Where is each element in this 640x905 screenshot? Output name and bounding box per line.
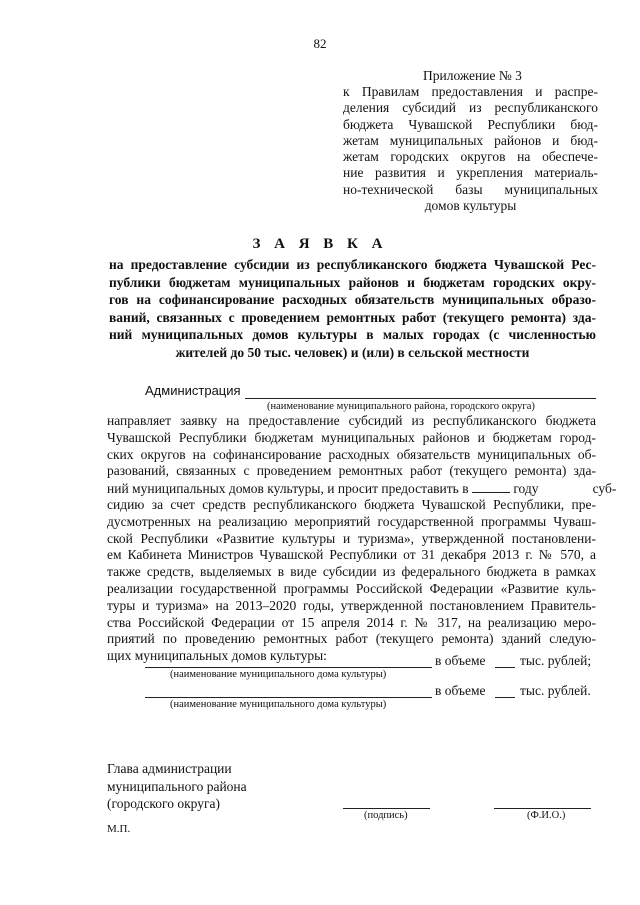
body-line: разований, связанных с проведением ремонтных работ (текущего ремонта) зда-	[107, 463, 596, 479]
currency-label: тыс. рублей.	[520, 683, 591, 698]
body-line: Чувашской Республики бюджетам муниципальных районов и бюджетам город-	[107, 429, 596, 445]
administration-name-field[interactable]	[245, 398, 596, 399]
signature-field[interactable]	[343, 808, 430, 809]
body-line: ства Российской Федерации от 15 апреля 2014 г. № 317, на реализацию меро-	[107, 614, 596, 630]
body-line: также средств, выделяемых в виде субсидии из федерального бюджета в рамках	[107, 564, 596, 580]
body-line: ской Республики «Развитие культуры и туризма», утвержденной постановлени-	[107, 530, 596, 546]
body-line: туры и туризма» на 2013–2020 годы, утвержденной постановлением Правитель-	[107, 597, 596, 613]
appendix-line: жетам муниципальных районов и бюд-	[343, 132, 598, 148]
appendix-line: но-технической базы муниципальных	[343, 181, 598, 197]
administration-hint: (наименование муниципального района, городского округа)	[267, 401, 535, 412]
body-line: ских округов на софинансирование расходных обязательств муниципальных об-	[107, 446, 596, 462]
body-line: приятий по проведению ремонтных работ (текущего ремонта) зданий следую-	[107, 631, 596, 647]
appendix-line: бюджета Чувашской Республики бюд-	[343, 116, 598, 132]
appendix-line: ние развития и укрепления материаль-	[343, 165, 598, 181]
administration-label: Администрация	[145, 383, 241, 398]
body-line: ем Кабинета Министров Чувашской Республики от 31 декабря 2013 г. № 570, а	[107, 547, 596, 563]
head-of-administration	[107, 760, 247, 813]
body-line: ний муниципальных домов культуры, и просит предоставить в	[107, 481, 469, 497]
body-line: направляет заявку на предоставление субсидий из республиканского бюджета	[107, 413, 596, 428]
appendix-line: к Правилам предоставления и распре-	[343, 84, 598, 99]
body-line: реализации государственной программы Российской Федерации «Развитие куль-	[107, 580, 596, 596]
volume-amount-field[interactable]	[495, 697, 515, 698]
request-body	[107, 413, 617, 665]
appendix-line: деления субсидий из республиканского	[343, 100, 598, 116]
signature-hint: (подпись)	[364, 810, 408, 821]
subtitle-line: ний муниципальных домов культуры в малых городах (с численностью	[109, 327, 596, 342]
appendix-line: домов культуры	[424, 198, 517, 214]
document-title: З А Я В К А	[252, 236, 388, 252]
document-subtitle	[109, 256, 596, 361]
seal-label: М.П.	[107, 823, 131, 835]
subtitle-line: публики бюджетам муниципальных районов и бюджетам городских окру-	[109, 274, 596, 290]
head-line: (городского округа)	[107, 796, 221, 811]
year-field[interactable]	[472, 480, 510, 493]
subtitle-line: гов на софинансирование расходных обязательств муниципальных образо-	[109, 292, 596, 307]
fio-hint: (Ф.И.О.)	[527, 810, 566, 821]
head-line: Глава администрации	[107, 761, 232, 776]
subtitle-line: ваний, связанных с проведением ремонтных работ (текущего ремонта) зда-	[109, 309, 596, 325]
subtitle-line: жителей до 50 тыс. человек) и (или) в сельской местности	[175, 344, 530, 360]
body-line-year	[107, 480, 617, 497]
culture-house-name-field[interactable]	[145, 697, 432, 698]
appendix-reference	[343, 84, 598, 214]
body-line-tail: году суб-	[513, 481, 617, 497]
currency-label: тыс. рублей;	[520, 653, 592, 668]
appendix-line: жетам городских округов на обеспече-	[343, 149, 598, 165]
subtitle-line: на предоставление субсидии из республиканского бюджета Чувашской Рес-	[109, 257, 596, 272]
body-line: дусмотренных на реализацию мероприятий государственной программы Чуваш-	[107, 513, 596, 529]
body-line: щих муниципальных домов культуры:	[107, 648, 327, 664]
culture-house-hint: (наименование муниципального дома культуры)	[170, 669, 387, 680]
fio-field[interactable]	[494, 808, 591, 809]
volume-label: в объеме	[435, 653, 486, 668]
appendix-title: Приложение № 3	[423, 68, 522, 83]
culture-house-hint: (наименование муниципального дома культуры)	[170, 699, 387, 710]
volume-amount-field[interactable]	[495, 667, 515, 668]
culture-house-name-field[interactable]	[145, 667, 432, 668]
volume-label: в объеме	[435, 683, 486, 698]
page-number: 82	[313, 36, 327, 51]
body-line: сидию за счет средств республиканского бюджета Чувашской Республики, пре-	[107, 496, 596, 512]
head-line: муниципального района	[107, 778, 247, 794]
